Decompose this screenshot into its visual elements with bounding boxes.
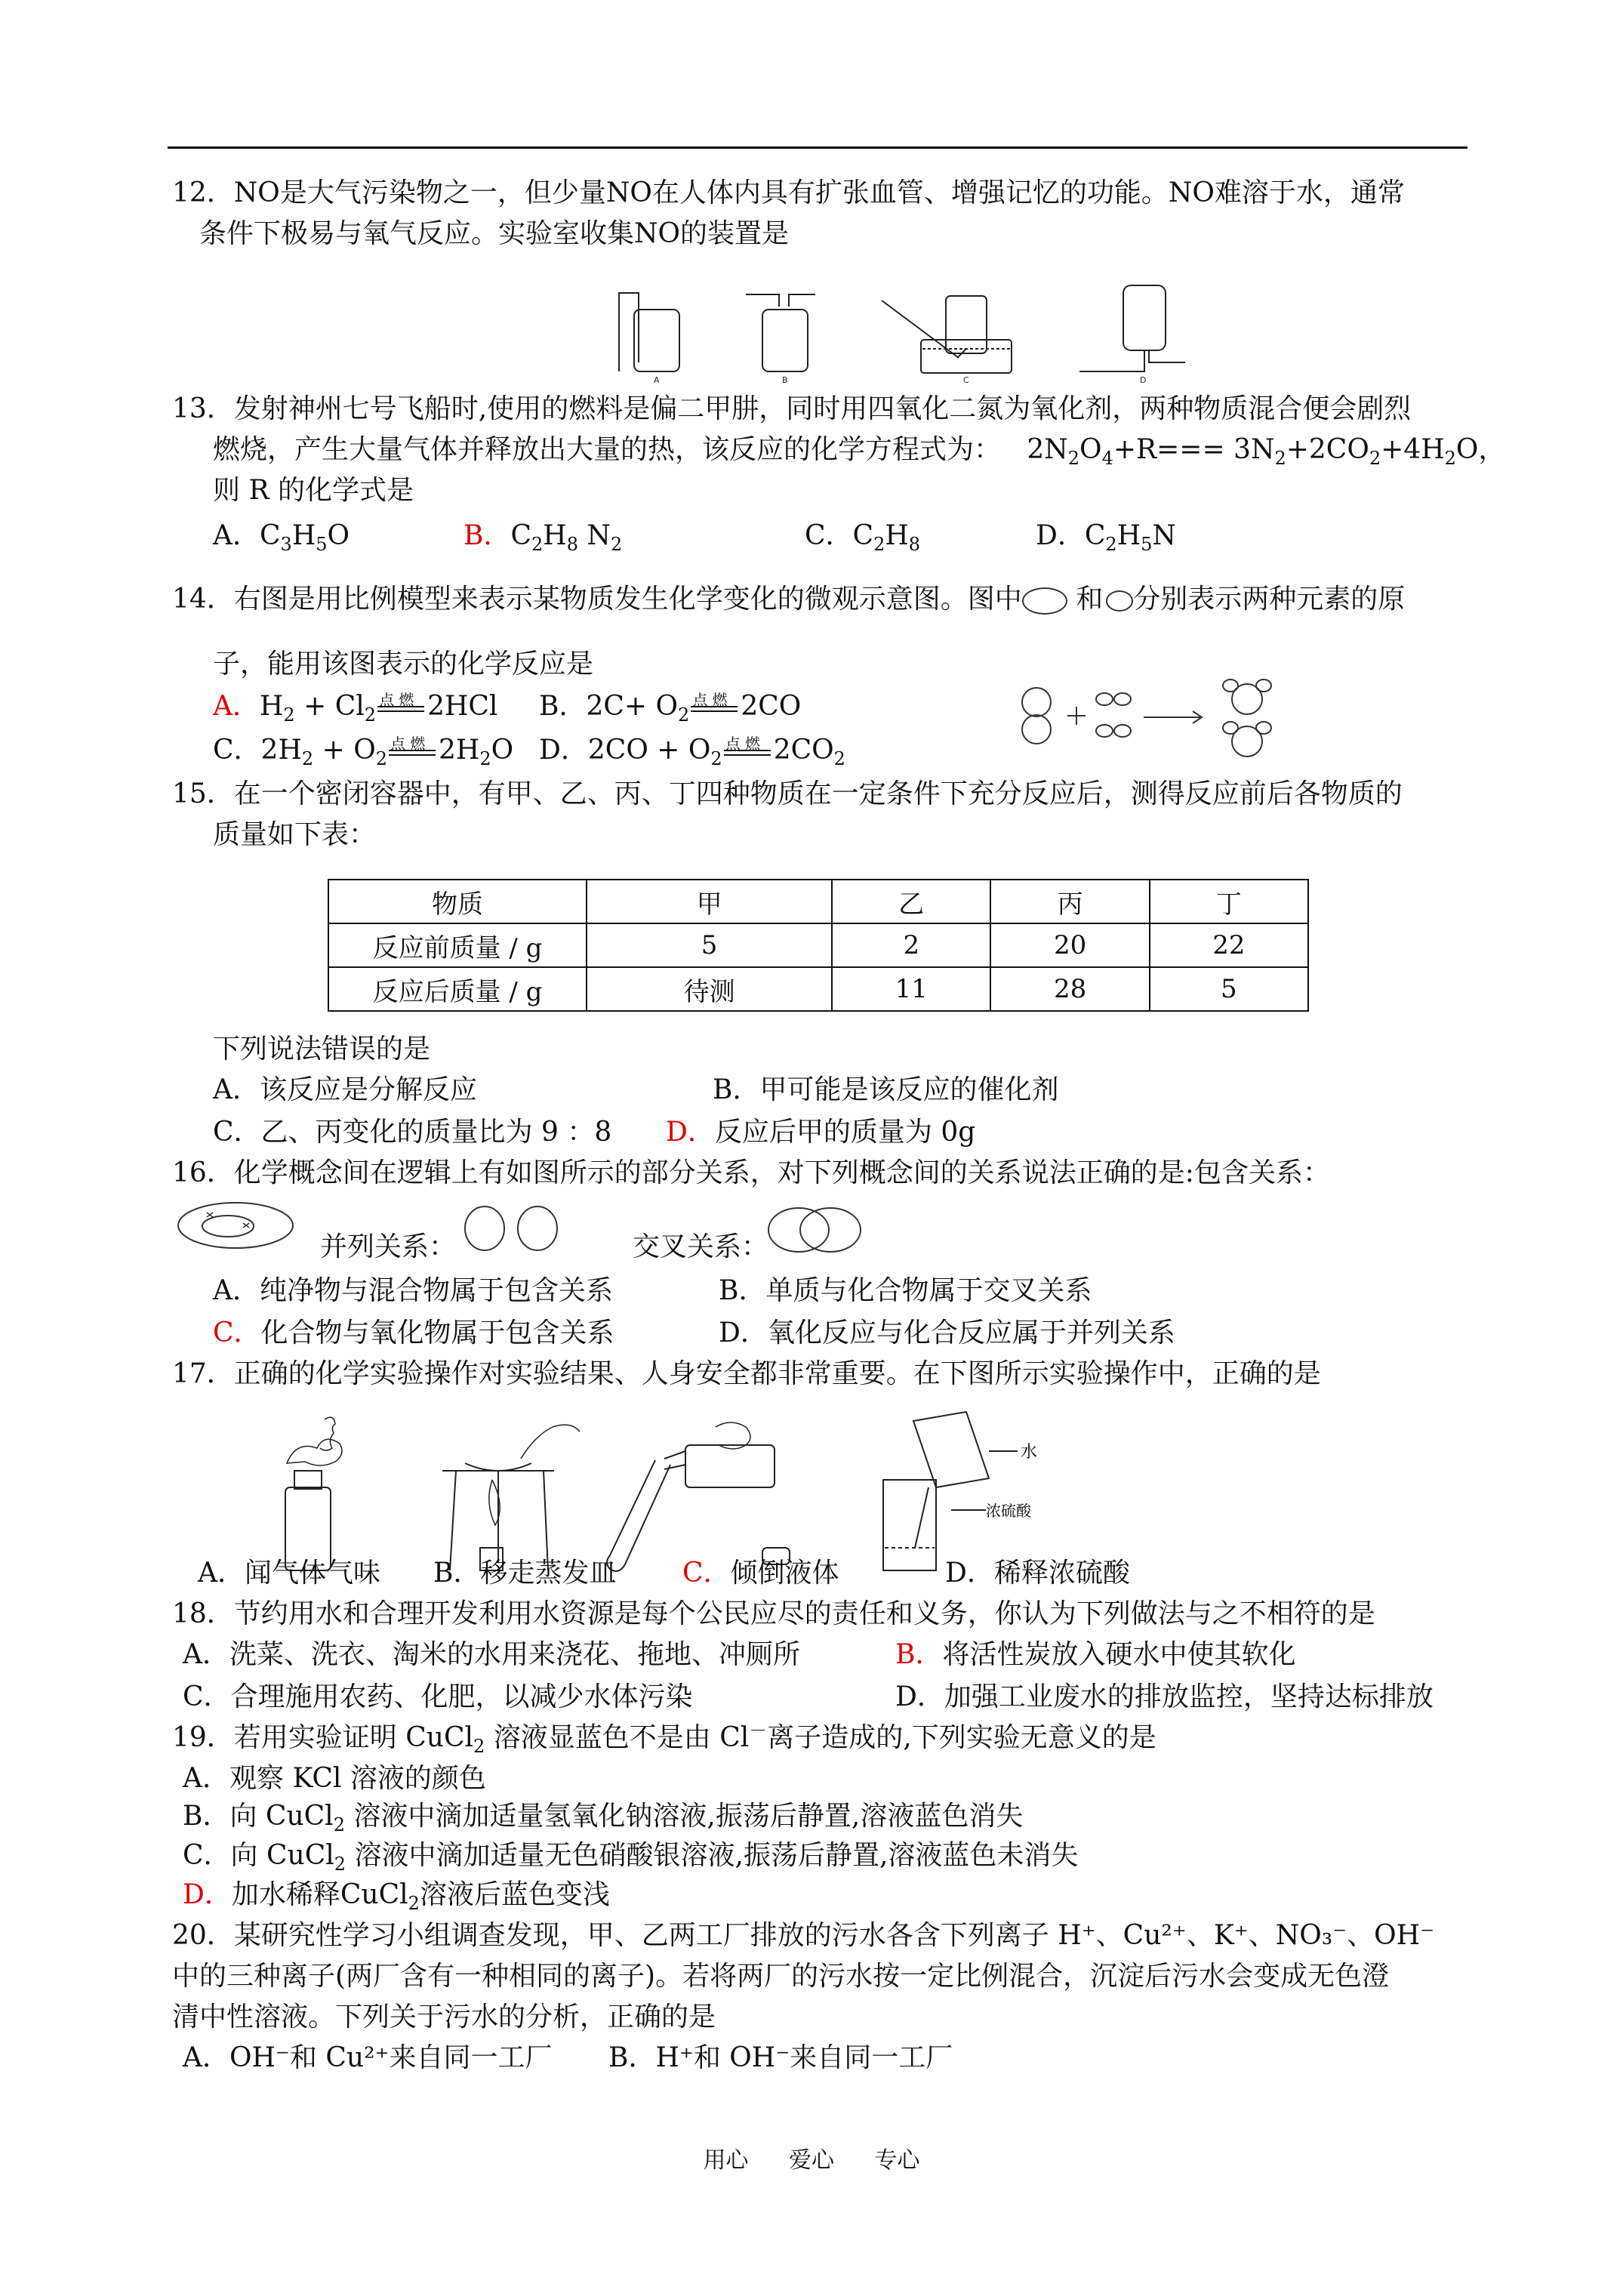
table-header-cell: 甲 — [587, 880, 832, 923]
q13-line3: 则 R 的化学式是 — [213, 475, 414, 506]
q16-cross-label: 交叉关系： — [633, 1231, 769, 1262]
header-rule — [168, 146, 1467, 149]
q15-option-c: C．乙、丙变化的质量比为 9 ：8 — [213, 1117, 612, 1148]
q15-line1: 15．在一个密闭容器中，有甲、乙、丙、丁四种物质在一定条件下充分反应后，测得反应前后各物质的 — [172, 778, 1403, 809]
q13-equation: $2N_2O_4+R=== 3N_2+2CO_2+4H_2O$， — [1027, 434, 1506, 470]
q17-acid-label: 浓硫酸 — [986, 1502, 1031, 1520]
page-footer — [0, 2141, 1623, 2174]
q14-plus-icon — [1067, 707, 1086, 725]
q20-line1: 20．某研究性学习小组调查发现，甲、乙两工厂排放的污水各含下列离子 H⁺、Cu²⁺、K⁺、NO₃⁻、OH⁻ — [172, 1920, 1435, 1951]
table-cell: 待测 — [587, 967, 832, 1011]
table-header-cell: 乙 — [832, 880, 990, 923]
q12-label-c: C — [963, 375, 969, 385]
q20-option-b: B．H⁺和 OH⁻来自同一工厂 — [608, 2042, 953, 2073]
table-header-cell: 丙 — [990, 880, 1149, 923]
table-cell: 反应后质量 / g — [328, 967, 587, 1011]
q15-line2: 质量如下表： — [213, 819, 377, 850]
q12-label-d: D — [1140, 375, 1147, 385]
q12-label-b: B — [782, 375, 788, 385]
q17-line1: 17．正确的化学实验操作对实验结果、人身安全都非常重要。在下图所示实验操作中，正确的是 — [172, 1358, 1321, 1389]
table-header-row — [328, 880, 1308, 923]
q17-tripod — [442, 1471, 554, 1570]
q13-option-a: A．$C_3H_5O$ — [213, 520, 350, 556]
q17-option-c: C．倾倒液体 — [682, 1558, 839, 1589]
q17-option-a: A．闻气体气味 — [198, 1558, 380, 1589]
q13-option-b: B．$C_2H_8$ $N_2$ — [463, 520, 623, 556]
table-row — [328, 967, 1308, 1011]
q17-option-b: B．移走蒸发皿 — [433, 1558, 617, 1589]
q12-line1: 12．NO是大气污染物之一，但少量NO在人体内具有扩张血管、增强记忆的功能。NO难溶于水，通常 — [172, 177, 1405, 208]
q14-small-atom — [1114, 725, 1131, 737]
q15-option-b: B．甲可能是该反应的催化剂 — [713, 1074, 1059, 1105]
q14-condition-a: 点 燃 — [379, 691, 414, 709]
q12-bottle-b — [762, 310, 808, 371]
q15-prompt: 下列说法错误的是 — [213, 1034, 431, 1065]
q14-option-c: C．$2H_2 + O_2$ 点 燃 $2H_2O$ — [213, 734, 513, 767]
q14-condition-b: 点 燃 — [692, 691, 728, 709]
q16-option-c: C．化合物与氧化物属于包含关系 — [213, 1318, 614, 1348]
q18-option-b: B．将活性炭放入硬水中使其软化 — [895, 1639, 1296, 1670]
q14-option-a: A．$H_2 + Cl_2$ 点 燃 2HCl — [213, 690, 497, 723]
q16-line1: 16．化学概念间在逻辑上有如图所示的部分关系，对下列概念间的关系说法正确的是:包含关系： — [172, 1157, 1330, 1188]
q13-option-c: C．$C_2H_8$ — [805, 520, 921, 556]
q17-operations-figure — [272, 1412, 1072, 1578]
q12-bottle-d — [1123, 285, 1166, 350]
q19-line1: 19．若用实验证明 CuCl$_2$ 溶液显蓝色不是由 Cl－离子造成的,下列实验无意义的是 — [172, 1720, 1156, 1758]
q12-label-a: A — [654, 375, 660, 385]
q20-line2: 中的三种离子(两厂含有一种相同的离子)。若将两厂的污水按一定比例混合，沉淀后污水会变成无色澄 — [172, 1961, 1390, 1992]
q12-trough-c — [921, 340, 1012, 373]
q14-large-atom — [1022, 715, 1051, 744]
q18-option-c: C．合理施用农药、化肥，以减少水体污染 — [183, 1681, 693, 1712]
footer-text: 用心 — [703, 2147, 749, 2174]
q14-option-d: D．$2CO + O_2$ 点 燃 $2CO_2$ — [539, 734, 845, 767]
footer-text: 专心 — [874, 2147, 920, 2174]
q14-small-atom — [1114, 693, 1131, 705]
q12-bottle-a — [634, 310, 679, 371]
q14-large-atom-icon — [1022, 587, 1067, 615]
q14-condition-d: 点 燃 — [725, 735, 761, 753]
q13-line2: 燃烧，产生大量气体并释放出大量的热，该反应的化学方程式为： $2N_2O_4+R=== 3N_2+2CO_2+4H_2O$， — [213, 434, 1506, 470]
q13-option-d: D．$C_2H_5N$ — [1036, 520, 1176, 556]
table-cell: 5 — [1150, 967, 1308, 1011]
q15-option-a: A．该反应是分解反应 — [213, 1074, 477, 1105]
table-header-cell: 丁 — [1150, 880, 1308, 923]
q19-option-b: B．向 CuCl$_2$ 溶液中滴加适量氢氧化钠溶液,振荡后静置,溶液蓝色消失 — [183, 1801, 1024, 1836]
q16-parallel-diagram — [459, 1203, 565, 1253]
table-cell: 反应前质量 / g — [328, 923, 587, 967]
q17-measuring-cylinder — [913, 1412, 989, 1487]
q20-line3: 清中性溶液。下列关于污水的分析，正确的是 — [172, 2002, 716, 2032]
q17-test-tube — [607, 1460, 670, 1571]
q15-option-d: D．反应后甲的质量为 0g — [666, 1117, 976, 1148]
q14-condition-c: 点 燃 — [390, 735, 426, 753]
q17-water-label: 水 — [1021, 1443, 1038, 1462]
q16-parallel-label: 并列关系： — [320, 1231, 457, 1262]
q14-small-atom — [1096, 693, 1113, 705]
table-cell: 22 — [1150, 923, 1308, 967]
table-cell: 11 — [832, 967, 990, 1011]
q18-line1: 18．节约用水和合理开发利用水资源是每个公民应尽的责任和义务，你认为下列做法与之不相符的是 — [172, 1598, 1375, 1629]
q14-line2: 子，能用该图表示的化学反应是 — [213, 649, 594, 680]
q13-line1: 13．发射神州七号飞船时,使用的燃料是偏二甲肼，同时用四氧化二氮为氧化剂，两种物质混合便会剧烈 — [172, 393, 1412, 424]
q14-arrow-icon — [1144, 711, 1202, 723]
q16-option-a: A．纯净物与混合物属于包含关系 — [213, 1275, 613, 1306]
q15-mass-table — [328, 879, 1309, 1012]
table-cell: 28 — [990, 967, 1149, 1011]
q19-option-c: C．向 CuCl$_2$ 溶液中滴加适量无色硝酸银溶液,振荡后静置,溶液蓝色未消失 — [183, 1840, 1079, 1875]
q14-reaction-figure — [1012, 676, 1298, 767]
q16-cross-diagram — [761, 1205, 867, 1255]
table-cell: 2 — [832, 923, 990, 967]
table-row — [328, 923, 1308, 967]
q16-option-d: D．氧化反应与化合反应属于并列关系 — [719, 1318, 1175, 1348]
q12-line2: 条件下极易与氧气反应。实验室收集NO的装置是 — [199, 218, 790, 249]
q12-bottle-c — [946, 296, 987, 353]
table-header-cell: 物质 — [328, 880, 587, 923]
q16-containment-diagram — [175, 1200, 296, 1250]
q14-small-atom-icon — [1106, 590, 1133, 612]
q17-evaporating-dish — [465, 1463, 531, 1471]
q19-option-d: D．加水稀释CuCl$_2$溶液后蓝色变浅 — [183, 1879, 610, 1915]
q17-beaker — [883, 1480, 936, 1570]
q20-option-a: A．OH⁻和 Cu²⁺来自同一工厂 — [183, 2042, 553, 2073]
q16-option-b: B．单质与化合物属于交叉关系 — [719, 1275, 1092, 1306]
q14-small-atom — [1096, 725, 1113, 737]
q18-option-d: D．加强工业废水的排放监控，坚持达标排放 — [895, 1681, 1434, 1712]
q14-large-atom — [1022, 688, 1051, 717]
table-cell: 5 — [587, 923, 832, 967]
q19-option-a: A．观察 KCl 溶液的颜色 — [183, 1763, 486, 1794]
q12-apparatus-figure — [589, 279, 1208, 385]
q18-option-a: A．洗菜、洗衣、淘米的水用来浇花、拖地、冲厕所 — [183, 1639, 800, 1670]
footer-text: 爱心 — [789, 2147, 834, 2174]
q17-option-d: D．稀释浓硫酸 — [945, 1558, 1130, 1589]
q14-line1: 14．右图是用比例模型来表示某物质发生化学变化的微观示意图。图中 和 分别表示两种元素的原 — [172, 584, 1406, 615]
q14-option-b: B．$2C+ O_2$ 点 燃 2CO — [539, 690, 801, 723]
q17-reagent-bottle — [685, 1445, 775, 1487]
table-cell: 20 — [990, 923, 1149, 967]
